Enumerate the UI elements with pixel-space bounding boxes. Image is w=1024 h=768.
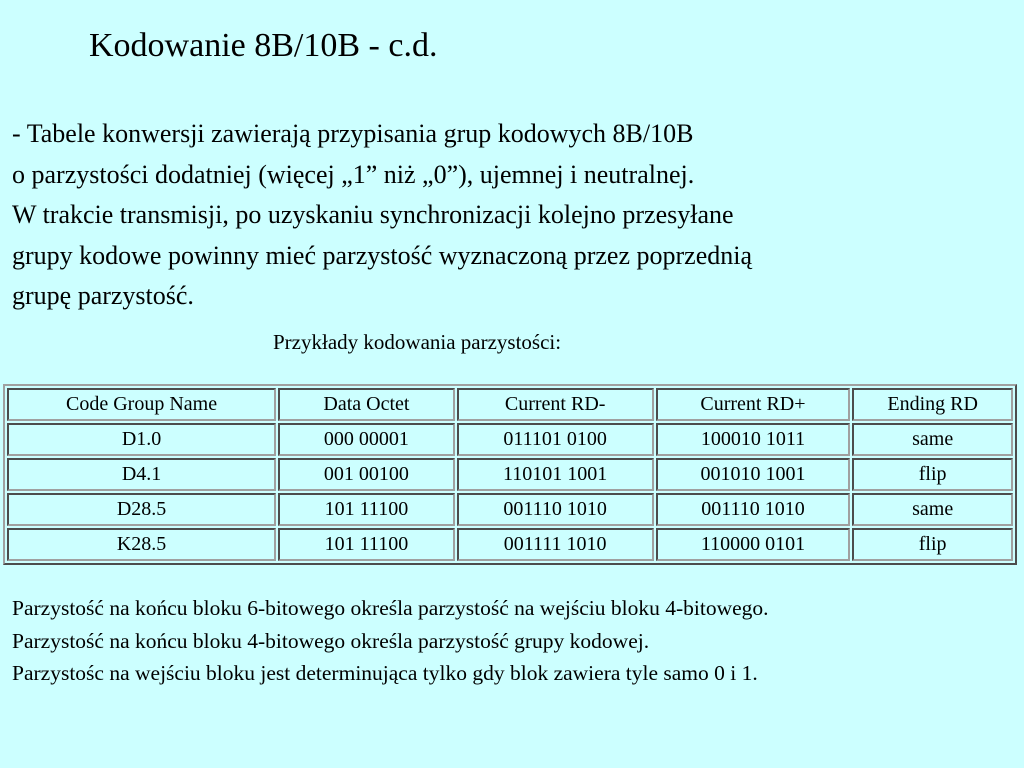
table-cell: 110000 0101 — [656, 528, 851, 561]
table-cell: flip — [852, 528, 1013, 561]
header-current-rd-minus: Current RD- — [457, 388, 654, 421]
header-current-rd-plus: Current RD+ — [656, 388, 851, 421]
table-cell: 101 11100 — [278, 528, 455, 561]
table-cell: 100010 1011 — [656, 423, 851, 456]
parity-table-container — [3, 384, 1017, 565]
table-cell: 011101 0100 — [457, 423, 654, 456]
table-cell: D1.0 — [7, 423, 276, 456]
table-cell: 001 00100 — [278, 458, 455, 491]
table-cell: 101 11100 — [278, 493, 455, 526]
parity-table — [3, 384, 1017, 565]
header-data-octet: Data Octet — [278, 388, 455, 421]
table-cell: 001111 1010 — [457, 528, 654, 561]
table-cell: same — [852, 423, 1013, 456]
table-row — [7, 458, 1013, 491]
intro-line: W trakcie transmisji, po uzyskaniu synchronizacji kolejno przesyłane — [12, 200, 734, 229]
table-cell: D28.5 — [7, 493, 276, 526]
note-line: Parzystośc na wejściu bloku jest determinująca tylko gdy blok zawiera tyle samo 0 i 1. — [12, 661, 758, 685]
notes-paragraph — [12, 592, 1022, 690]
header-code-group-name: Code Group Name — [7, 388, 276, 421]
note-line: Parzystość na końcu bloku 6-bitowego określa parzystość na wejściu bloku 4-bitowego. — [12, 596, 769, 620]
note-line: Parzystość na końcu bloku 4-bitowego określa parzystość grupy kodowej. — [12, 628, 650, 653]
table-cell: D4.1 — [7, 458, 276, 491]
table-cell: 001110 1010 — [457, 493, 654, 526]
table-cell: 000 00001 — [278, 423, 455, 456]
table-caption: Przykłady kodowania parzystości: — [273, 330, 562, 354]
table-cell: flip — [852, 458, 1013, 491]
intro-line: o parzystości dodatniej (więcej „1” niż „0”), ujemnej i neutralnej. — [12, 159, 695, 189]
intro-line: - Tabele konwersji zawierają przypisania grup kodowych 8B/10B — [12, 119, 694, 148]
table-header-row — [7, 388, 1013, 421]
intro-line: grupy kodowe powinny mieć parzystość wyznaczoną przez poprzednią — [12, 240, 752, 270]
intro-paragraph — [12, 114, 1012, 317]
table-row — [7, 528, 1013, 561]
table-row — [7, 493, 1013, 526]
table-cell: 001110 1010 — [656, 493, 851, 526]
header-ending-rd: Ending RD — [852, 388, 1013, 421]
intro-line: grupę parzystość. — [12, 281, 194, 310]
table-row — [7, 423, 1013, 456]
table-cell: K28.5 — [7, 528, 276, 561]
table-cell: 110101 1001 — [457, 458, 654, 491]
slide-title: Kodowanie 8B/10B - c.d. — [89, 27, 438, 64]
table-cell: 001010 1001 — [656, 458, 851, 491]
table-cell: same — [852, 493, 1013, 526]
